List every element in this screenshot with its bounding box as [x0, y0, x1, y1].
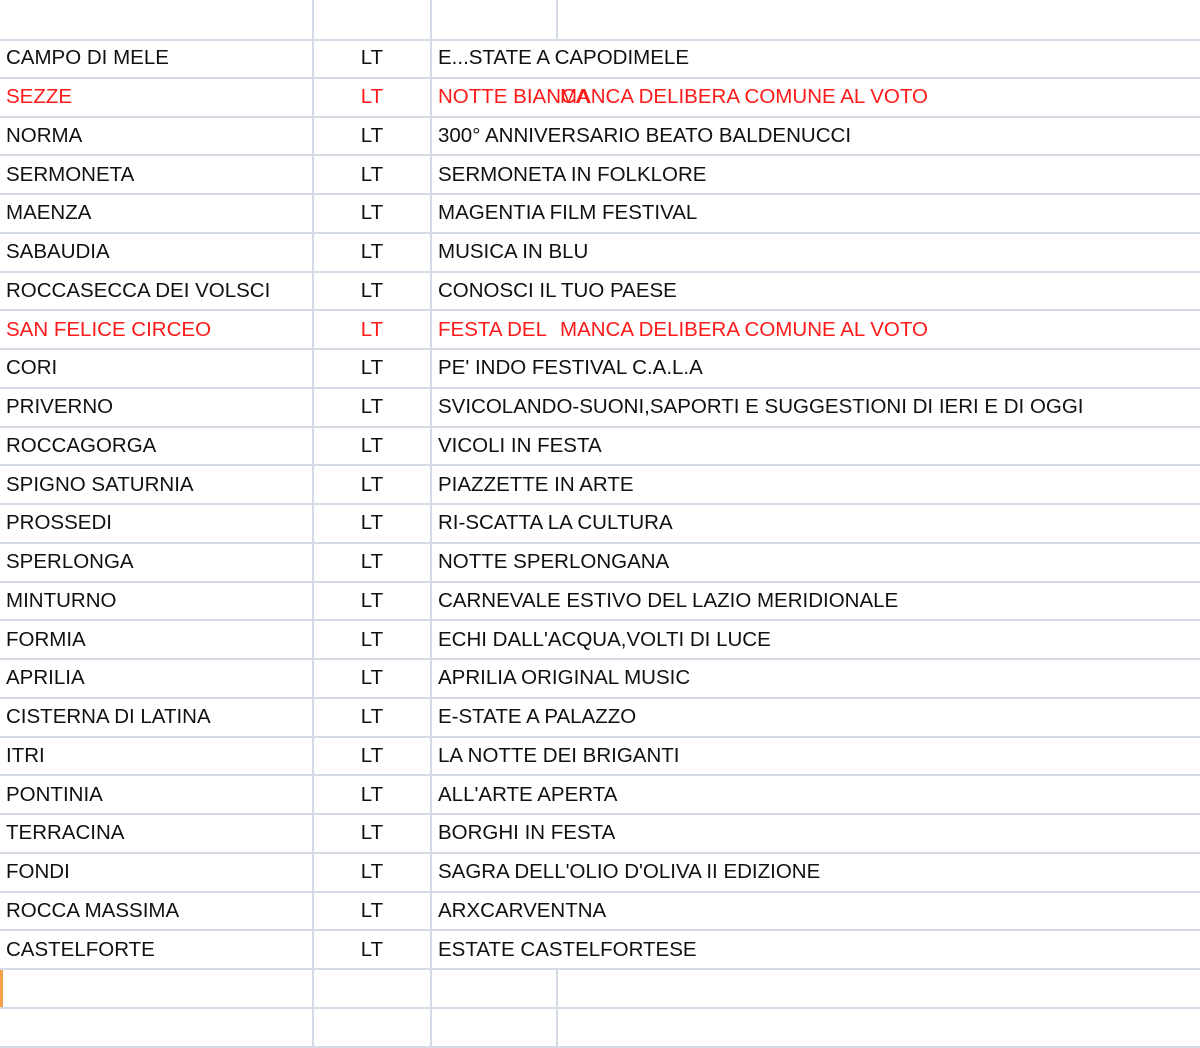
table-row[interactable] — [0, 273, 1200, 312]
cell-provincia[interactable]: LT — [314, 699, 432, 736]
cell-comune[interactable]: MINTURNO — [0, 583, 314, 620]
cell-provincia[interactable]: LT — [314, 234, 432, 271]
table-row[interactable] — [0, 156, 1200, 195]
cell-comune[interactable]: APRILIA — [0, 660, 314, 697]
empty-row[interactable] — [0, 970, 1200, 1009]
cell-evento[interactable]: VICOLI IN FESTA — [438, 433, 602, 457]
table-row[interactable] — [0, 428, 1200, 467]
cell[interactable] — [314, 970, 432, 1007]
cell-provincia[interactable]: LT — [314, 389, 432, 426]
cell-evento[interactable]: ALL'ARTE APERTA — [438, 782, 618, 806]
cell-comune[interactable]: PRIVERNO — [0, 389, 314, 426]
cell-comune[interactable]: SPERLONGA — [0, 544, 314, 581]
table-row[interactable] — [0, 621, 1200, 660]
cell-comune[interactable]: ROCCASECCA DEI VOLSCI — [0, 273, 314, 310]
cell-comune[interactable]: ROCCAGORGA — [0, 428, 314, 465]
cell-provincia[interactable]: LT — [314, 544, 432, 581]
cell-provincia[interactable]: LT — [314, 311, 432, 348]
table-row[interactable] — [0, 79, 1200, 118]
cell-provincia[interactable]: LT — [314, 505, 432, 542]
empty-row[interactable] — [0, 1009, 1200, 1048]
cell-comune[interactable]: SPIGNO SATURNIA — [0, 466, 314, 503]
gridline — [556, 1009, 558, 1046]
empty-row[interactable] — [0, 0, 1200, 41]
table-row[interactable] — [0, 931, 1200, 970]
table-row[interactable] — [0, 311, 1200, 350]
table-row[interactable] — [0, 466, 1200, 505]
cell-evento[interactable]: SAGRA DELL'OLIO D'OLIVA II EDIZIONE — [438, 860, 821, 884]
cell-comune[interactable]: NORMA — [0, 118, 314, 155]
cell-comune[interactable]: CISTERNA DI LATINA — [0, 699, 314, 736]
cell-provincia[interactable]: LT — [314, 621, 432, 658]
cell-provincia[interactable]: LT — [314, 156, 432, 193]
cell-evento[interactable]: CARNEVALE ESTIVO DEL LAZIO MERIDIONALE — [438, 588, 899, 612]
cell-provincia[interactable]: LT — [314, 350, 432, 387]
cell-evento[interactable]: APRILIA ORIGINAL MUSIC — [438, 666, 691, 690]
cell[interactable] — [432, 970, 556, 1007]
cell-provincia[interactable]: LT — [314, 931, 432, 968]
cell-provincia[interactable]: LT — [314, 776, 432, 813]
cell-comune[interactable]: SEZZE — [0, 79, 314, 116]
cell-comune[interactable]: SABAUDIA — [0, 234, 314, 271]
cell[interactable] — [0, 1009, 314, 1046]
cell-provincia[interactable]: LT — [314, 854, 432, 891]
table-row[interactable] — [0, 544, 1200, 583]
cell-evento[interactable]: E...STATE A CAPODIMELE — [438, 46, 690, 70]
cell-evento[interactable]: ECHI DALL'ACQUA,VOLTI DI LUCE — [438, 627, 771, 651]
table-row[interactable] — [0, 660, 1200, 699]
cell-comune[interactable]: MAENZA — [0, 195, 314, 232]
table-row[interactable] — [0, 350, 1200, 389]
cell-provincia[interactable]: LT — [314, 79, 432, 116]
cell-provincia[interactable]: LT — [314, 195, 432, 232]
cell-evento[interactable]: PIAZZETTE IN ARTE — [438, 472, 634, 496]
cell[interactable] — [432, 1009, 556, 1046]
cell-comune[interactable]: CORI — [0, 350, 314, 387]
cell-comune[interactable]: ITRI — [0, 738, 314, 775]
cell-provincia[interactable]: LT — [314, 893, 432, 930]
table-row[interactable] — [0, 505, 1200, 544]
cell-provincia[interactable]: LT — [314, 118, 432, 155]
table-row[interactable] — [0, 893, 1200, 932]
gridline — [556, 970, 558, 1007]
cell-provincia[interactable]: LT — [314, 815, 432, 852]
cell-comune[interactable]: FONDI — [0, 854, 314, 891]
cell-comune[interactable]: CASTELFORTE — [0, 931, 314, 968]
cell[interactable] — [432, 0, 556, 39]
table-row[interactable] — [0, 234, 1200, 273]
cell-evento[interactable]: ESTATE CASTELFORTESE — [438, 937, 697, 961]
table-row[interactable] — [0, 776, 1200, 815]
cell-provincia[interactable]: LT — [314, 466, 432, 503]
cell[interactable] — [0, 970, 314, 1007]
cell[interactable] — [0, 0, 314, 39]
cell-comune[interactable]: ROCCA MASSIMA — [0, 893, 314, 930]
cell-nota[interactable]: MANCA DELIBERA COMUNE AL VOTO — [560, 85, 928, 109]
table-row[interactable] — [0, 583, 1200, 622]
table-row[interactable] — [0, 195, 1200, 234]
cell-comune[interactable]: PONTINIA — [0, 776, 314, 813]
cell-provincia[interactable]: LT — [314, 738, 432, 775]
cell-evento[interactable]: CONOSCI IL TUO PAESE — [438, 278, 677, 302]
cell-comune[interactable]: PROSSEDI — [0, 505, 314, 542]
cell-comune[interactable]: SERMONETA — [0, 156, 314, 193]
cell-evento[interactable]: E-STATE A PALAZZO — [438, 705, 637, 729]
cell-evento[interactable]: MUSICA IN BLU — [438, 240, 589, 264]
cell[interactable] — [314, 0, 432, 39]
cell-evento[interactable]: NOTTE BIANCA — [438, 85, 590, 109]
selection-indicator — [0, 970, 3, 1007]
cell-comune[interactable]: SAN FELICE CIRCEO — [0, 311, 314, 348]
table-row[interactable] — [0, 815, 1200, 854]
table-row[interactable] — [0, 118, 1200, 157]
cell-provincia[interactable]: LT — [314, 273, 432, 310]
cell-provincia[interactable]: LT — [314, 583, 432, 620]
gridline — [556, 0, 558, 39]
cell-provincia[interactable]: LT — [314, 428, 432, 465]
cell-evento[interactable]: NOTTE SPERLONGANA — [438, 550, 670, 574]
table-row[interactable] — [0, 699, 1200, 738]
cell-provincia[interactable]: LT — [314, 660, 432, 697]
cell-provincia[interactable]: LT — [314, 40, 432, 77]
table-row[interactable] — [0, 738, 1200, 777]
cell-comune[interactable]: CAMPO DI MELE — [0, 40, 314, 77]
table-row[interactable] — [0, 854, 1200, 893]
cell-comune[interactable]: TERRACINA — [0, 815, 314, 852]
cell-evento[interactable]: RI-SCATTA LA CULTURA — [438, 511, 673, 535]
cell-evento[interactable]: 300° ANNIVERSARIO BEATO BALDENUCCI — [438, 123, 852, 147]
cell-comune[interactable]: FORMIA — [0, 621, 314, 658]
table-row[interactable] — [0, 389, 1200, 428]
cell[interactable] — [314, 1009, 432, 1046]
cell-evento[interactable]: PE' INDO FESTIVAL C.A.L.A — [438, 356, 703, 380]
cell-evento[interactable]: BORGHI IN FESTA — [438, 821, 616, 845]
cell-evento[interactable]: FESTA DEL — [438, 317, 547, 341]
table-row[interactable] — [0, 40, 1200, 79]
cell-evento[interactable]: LA NOTTE DEI BRIGANTI — [438, 743, 680, 767]
cell-evento[interactable]: SERMONETA IN FOLKLORE — [438, 162, 707, 186]
cell-nota[interactable]: MANCA DELIBERA COMUNE AL VOTO — [560, 317, 928, 341]
cell-evento[interactable]: ARXCARVENTNA — [438, 898, 607, 922]
cell-evento[interactable]: MAGENTIA FILM FESTIVAL — [438, 201, 698, 225]
cell-evento[interactable]: SVICOLANDO-SUONI,SAPORTI E SUGGESTIONI DI IERI E DI OGGI — [438, 395, 1084, 419]
